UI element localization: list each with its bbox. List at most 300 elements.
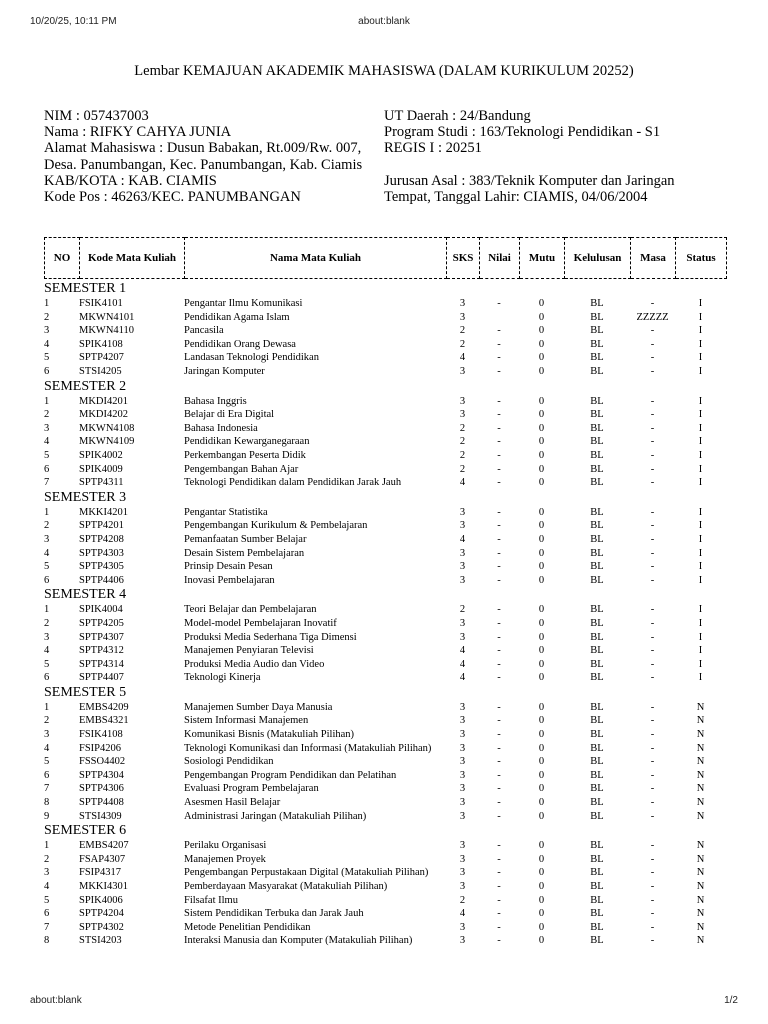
course-nama: Prinsip Desain Pesan (184, 561, 273, 573)
course-kode: SPTP4204 (79, 908, 124, 920)
course-kelulusan: BL (590, 574, 604, 586)
course-nilai: - (497, 325, 501, 337)
course-kode: SPTP4406 (79, 574, 124, 586)
course-masa: - (650, 604, 655, 616)
course-sks: 3 (459, 631, 466, 643)
course-kelulusan: BL (590, 352, 604, 364)
course-status: I (698, 574, 703, 586)
student-kode-pos: Kode Pos : 46263/KEC. PANUMBANGAN (44, 188, 301, 205)
course-status: N (696, 921, 705, 933)
course-status: N (696, 756, 705, 768)
course-masa: - (650, 797, 655, 809)
course-masa: - (650, 366, 655, 378)
course-status: I (698, 658, 703, 670)
col-header-sks: SKS (447, 238, 480, 279)
course-sks: 4 (459, 352, 466, 364)
course-no: 5 (44, 352, 50, 364)
course-row (44, 324, 726, 338)
course-kelulusan: BL (590, 604, 604, 616)
course-mutu: 0 (538, 561, 545, 573)
semester-title: SEMESTER 1 (44, 281, 127, 296)
course-kelulusan: BL (590, 477, 604, 489)
info-row-nama (44, 124, 734, 140)
course-mutu: 0 (538, 645, 545, 657)
course-nilai: - (497, 715, 501, 727)
info-row-kabkota (44, 173, 734, 189)
course-kelulusan: BL (590, 783, 604, 795)
course-kode: FSIK4108 (79, 729, 123, 741)
course-status: N (696, 894, 705, 906)
course-nilai: - (497, 658, 501, 670)
course-nilai: - (497, 631, 501, 643)
course-kode: FSIP4206 (79, 742, 122, 754)
course-sks: 3 (459, 409, 466, 421)
course-kode: SPIK4004 (79, 604, 123, 616)
course-no: 3 (44, 533, 50, 545)
course-nama: Pengembangan Bahan Ajar (184, 463, 299, 475)
course-status: I (698, 436, 703, 448)
course-nama: Komunikasi Bisnis (Matakuliah Pilihan) (184, 729, 355, 741)
course-nama: Manajemen Proyek (184, 853, 266, 865)
course-no: 1 (44, 840, 50, 852)
course-sks: 3 (459, 769, 466, 781)
course-mutu: 0 (538, 797, 545, 809)
course-nilai: - (497, 561, 501, 573)
course-row (44, 880, 726, 894)
course-row (44, 449, 726, 463)
course-nilai: - (497, 742, 501, 754)
course-masa: - (650, 742, 655, 754)
course-sks: 3 (459, 617, 466, 629)
course-kelulusan: BL (590, 672, 604, 684)
course-masa: - (650, 436, 655, 448)
course-nilai: - (497, 935, 501, 947)
course-status: N (696, 701, 705, 713)
course-kode: MKWN4101 (79, 311, 135, 323)
course-masa: ZZZZZ (636, 311, 669, 323)
course-kode: SPTP4207 (79, 352, 124, 364)
course-nama: Metode Penelitian Pendidikan (184, 921, 311, 933)
course-kelulusan: BL (590, 631, 604, 643)
course-row (44, 714, 726, 728)
course-status: I (698, 604, 703, 616)
print-page-title: about:blank (358, 16, 410, 27)
course-nilai: - (497, 840, 501, 852)
course-nilai: - (497, 422, 501, 434)
course-nama: Filsafat Ilmu (184, 894, 238, 906)
course-status: N (696, 935, 705, 947)
course-mutu: 0 (538, 574, 545, 586)
course-row (44, 630, 726, 644)
course-row (44, 603, 726, 617)
course-status: I (698, 645, 703, 657)
course-nilai: - (497, 756, 501, 768)
course-no: 8 (44, 797, 50, 809)
course-kelulusan: BL (590, 422, 604, 434)
course-nama: Sistem Pendidikan Terbuka dan Jarak Jauh (184, 908, 364, 920)
course-kode: STSI4203 (79, 935, 122, 947)
course-status: I (698, 672, 703, 684)
course-nama: Pengembangan Program Pendidikan dan Pelatihan (184, 769, 397, 781)
course-row (44, 796, 726, 810)
course-masa: - (650, 520, 655, 532)
course-kelulusan: BL (590, 935, 604, 947)
course-row (44, 839, 726, 853)
course-kelulusan: BL (590, 742, 604, 754)
course-nama: Perilaku Organisasi (184, 840, 267, 852)
course-kode: FSAP4307 (79, 853, 126, 865)
course-nama: Desain Sistem Pembelajaran (184, 547, 305, 559)
col-header-masa: Masa (631, 238, 676, 279)
course-no: 5 (44, 658, 50, 670)
course-nama: Pendidikan Kewarganegaraan (184, 436, 310, 448)
course-no: 6 (44, 908, 50, 920)
course-nama: Pengantar Ilmu Komunikasi (184, 298, 303, 310)
course-nama: Pengembangan Kurikulum & Pembelajaran (184, 520, 368, 532)
course-kelulusan: BL (590, 520, 604, 532)
course-status: I (698, 338, 703, 350)
document-title: Lembar KEMAJUAN AKADEMIK MAHASISWA (DALAM KURIKULUM 20252) (134, 63, 634, 79)
semester-title: SEMESTER 6 (44, 823, 127, 839)
course-mutu: 0 (538, 298, 545, 310)
course-status: I (698, 395, 703, 407)
course-kelulusan: BL (590, 617, 604, 629)
course-kelulusan: BL (590, 366, 604, 378)
course-mutu: 0 (538, 422, 545, 434)
course-sks: 3 (459, 366, 466, 378)
course-status: N (696, 715, 705, 727)
course-status: I (698, 311, 703, 323)
course-mutu: 0 (538, 742, 545, 754)
course-mutu: 0 (538, 867, 545, 879)
course-row (44, 921, 726, 935)
course-no: 3 (44, 325, 50, 337)
course-row (44, 435, 726, 449)
course-masa: - (650, 729, 655, 741)
course-masa: - (650, 783, 655, 795)
course-kelulusan: BL (590, 449, 604, 461)
course-status: I (698, 463, 703, 475)
course-kelulusan: BL (590, 853, 604, 865)
course-nilai: - (497, 921, 501, 933)
course-masa: - (650, 422, 655, 434)
course-kelulusan: BL (590, 894, 604, 906)
course-mutu: 0 (538, 533, 545, 545)
course-kelulusan: BL (590, 338, 604, 350)
course-nama: Pendidikan Agama Islam (184, 311, 290, 323)
course-kode: FSSO4402 (79, 756, 126, 768)
course-status: N (696, 783, 705, 795)
course-kelulusan: BL (590, 506, 604, 518)
student-nama: Nama : RIFKY CAHYA JUNIA (44, 124, 232, 141)
course-no: 6 (44, 463, 50, 475)
course-sks: 2 (459, 422, 466, 434)
course-no: 1 (44, 506, 50, 518)
course-no: 1 (44, 604, 50, 616)
course-masa: - (650, 810, 655, 822)
col-header-mutu: Mutu (520, 238, 565, 279)
course-nilai: - (497, 574, 501, 586)
course-status: N (696, 853, 705, 865)
course-kelulusan: BL (590, 561, 604, 573)
course-sks: 2 (459, 894, 466, 906)
course-sks: 3 (459, 935, 466, 947)
course-mutu: 0 (538, 715, 545, 727)
course-masa: - (650, 894, 655, 906)
course-kelulusan: BL (590, 867, 604, 879)
course-status: I (698, 366, 703, 378)
course-nilai: - (497, 729, 501, 741)
course-nilai: - (497, 617, 501, 629)
course-no: 1 (44, 298, 50, 310)
course-kode: SPIK4108 (79, 338, 123, 350)
print-page-number: 1/2 (724, 995, 738, 1006)
print-datetime: 10/20/25, 10:11 PM (30, 16, 117, 27)
course-kelulusan: BL (590, 325, 604, 337)
course-masa: - (650, 715, 655, 727)
course-sks: 4 (459, 672, 466, 684)
course-kelulusan: BL (590, 463, 604, 475)
course-nilai: - (497, 547, 501, 559)
col-header-kelulusan: Kelulusan (565, 238, 631, 279)
course-kode: MKWN4110 (79, 325, 135, 337)
course-kode: MKDI4201 (79, 395, 128, 407)
course-masa: - (650, 574, 655, 586)
course-sks: 3 (459, 506, 466, 518)
course-kelulusan: BL (590, 409, 604, 421)
course-mutu: 0 (538, 463, 545, 475)
course-nama: Perkembangan Peserta Didik (184, 449, 306, 461)
course-row (44, 755, 726, 769)
course-kelulusan: BL (590, 395, 604, 407)
course-nama: Inovasi Pembelajaran (184, 574, 275, 586)
course-sks: 3 (459, 547, 466, 559)
course-sks: 3 (459, 840, 466, 852)
course-masa: - (650, 867, 655, 879)
course-row (44, 671, 726, 685)
course-sks: 3 (459, 701, 466, 713)
course-kode: SPTP4408 (79, 797, 124, 809)
course-kode: MKKI4301 (79, 881, 128, 893)
course-row (44, 365, 726, 379)
course-sks: 3 (459, 298, 466, 310)
course-nilai: - (497, 783, 501, 795)
course-mutu: 0 (538, 881, 545, 893)
course-kode: SPTP4305 (79, 561, 124, 573)
course-no: 5 (44, 756, 50, 768)
course-nama: Pemanfaatan Sumber Belajar (184, 533, 307, 545)
course-row (44, 853, 726, 867)
course-nilai: - (497, 645, 501, 657)
course-row (44, 463, 726, 477)
course-status: N (696, 881, 705, 893)
course-no: 2 (44, 853, 50, 865)
course-nama: Produksi Media Audio dan Video (184, 658, 325, 670)
course-no: 3 (44, 867, 50, 879)
course-no: 4 (44, 547, 50, 559)
course-mutu: 0 (538, 631, 545, 643)
course-nilai: - (497, 409, 501, 421)
course-row (44, 728, 726, 742)
course-masa: - (650, 463, 655, 475)
course-status: N (696, 840, 705, 852)
print-footer (30, 995, 738, 1009)
course-status: N (696, 729, 705, 741)
course-row (44, 519, 726, 533)
course-kode: SPTP4303 (79, 547, 124, 559)
course-kode: SPTP4311 (79, 477, 124, 489)
course-mutu: 0 (538, 366, 545, 378)
course-status: I (698, 561, 703, 573)
course-mutu: 0 (538, 311, 545, 323)
col-header-kode: Kode Mata Kuliah (80, 238, 185, 279)
course-nilai: - (497, 672, 501, 684)
student-alamat-line2: Desa. Panumbangan, Kec. Panumbangan, Kab. Ciamis (44, 156, 363, 173)
course-kode: SPTP4302 (79, 921, 124, 933)
course-no: 3 (44, 631, 50, 643)
course-status: N (696, 797, 705, 809)
course-nama: Produksi Media Sederhana Tiga Dimensi (184, 631, 357, 643)
course-status: I (698, 520, 703, 532)
course-kode: SPTP4314 (79, 658, 124, 670)
course-status: N (696, 908, 705, 920)
course-nama: Pengantar Statistika (184, 506, 268, 518)
course-nama: Sosiologi Pendidikan (184, 756, 274, 768)
course-mutu: 0 (538, 658, 545, 670)
column-header-row (45, 238, 727, 279)
course-kode: SPTP4208 (79, 533, 124, 545)
course-masa: - (650, 561, 655, 573)
course-mutu: 0 (538, 617, 545, 629)
course-masa: - (650, 352, 655, 364)
course-kode: STSI4205 (79, 366, 122, 378)
course-status: I (698, 449, 703, 461)
course-no: 1 (44, 701, 50, 713)
course-nilai: - (497, 298, 501, 310)
course-status: I (698, 325, 703, 337)
course-kelulusan: BL (590, 797, 604, 809)
student-program-studi: Program Studi : 163/Teknologi Pendidikan - S1 (384, 124, 661, 141)
course-mutu: 0 (538, 908, 545, 920)
course-masa: - (650, 617, 655, 629)
course-status: N (696, 810, 705, 822)
semester-title: SEMESTER 3 (44, 489, 127, 505)
course-nama: Evaluasi Program Pembelajaran (184, 783, 319, 795)
course-no: 4 (44, 436, 50, 448)
course-status: N (696, 742, 705, 754)
course-row (44, 506, 726, 520)
course-status: I (698, 352, 703, 364)
course-kode: SPTP4304 (79, 769, 124, 781)
course-kelulusan: BL (590, 881, 604, 893)
course-kelulusan: BL (590, 908, 604, 920)
semester-title: SEMESTER 5 (44, 684, 127, 700)
course-row (44, 644, 726, 658)
course-nama: Pendidikan Orang Dewasa (184, 338, 296, 350)
course-row (44, 408, 726, 422)
course-row (44, 311, 726, 325)
col-header-nama: Nama Mata Kuliah (185, 238, 447, 279)
course-row (44, 907, 726, 921)
course-mutu: 0 (538, 604, 545, 616)
course-nama: Teori Belajar dan Pembelajaran (184, 604, 317, 616)
course-sks: 3 (459, 395, 466, 407)
course-status: I (698, 617, 703, 629)
course-mutu: 0 (538, 935, 545, 947)
course-no: 4 (44, 881, 50, 893)
course-row (44, 395, 726, 409)
course-kelulusan: BL (590, 769, 604, 781)
course-sks: 2 (459, 463, 466, 475)
course-no: 4 (44, 338, 50, 350)
course-row (44, 351, 726, 365)
course-nilai: - (497, 436, 501, 448)
course-sks: 2 (459, 338, 466, 350)
course-sks: 2 (459, 449, 466, 461)
course-sks: 4 (459, 645, 466, 657)
course-masa: - (650, 477, 655, 489)
course-mutu: 0 (538, 338, 545, 350)
course-nilai: - (497, 533, 501, 545)
course-row (44, 810, 726, 824)
course-sks: 3 (459, 756, 466, 768)
course-kode: SPTP4307 (79, 631, 124, 643)
course-no: 3 (44, 729, 50, 741)
course-row (44, 338, 726, 352)
print-footer-url: about:blank (30, 995, 82, 1006)
course-kode: SPTP4205 (79, 617, 124, 629)
course-row (44, 658, 726, 672)
course-sks: 3 (459, 715, 466, 727)
course-status: I (698, 533, 703, 545)
course-nama: Model-model Pembelajaran Inovatif (184, 617, 337, 629)
course-masa: - (650, 645, 655, 657)
course-kode: MKDI4202 (79, 409, 128, 421)
course-sks: 4 (459, 908, 466, 920)
course-kelulusan: BL (590, 729, 604, 741)
semester-title: SEMESTER 2 (44, 378, 127, 394)
course-sks: 3 (459, 881, 466, 893)
course-nilai: - (497, 701, 501, 713)
col-header-nilai: Nilai (480, 238, 520, 279)
student-regis: REGIS I : 20251 (384, 140, 482, 157)
course-no: 7 (44, 921, 50, 933)
course-masa: - (650, 533, 655, 545)
course-mutu: 0 (538, 547, 545, 559)
course-mutu: 0 (538, 672, 545, 684)
course-kelulusan: BL (590, 298, 604, 310)
info-row-alamat (44, 140, 734, 156)
course-nama: Pemberdayaan Masyarakat (Matakuliah Pilihan) (184, 881, 388, 893)
course-no: 2 (44, 409, 50, 421)
course-nama: Interaksi Manusia dan Komputer (Matakuliah Pilihan) (184, 935, 413, 947)
course-row (44, 782, 726, 796)
course-kelulusan: BL (590, 645, 604, 657)
student-jurusan-asal: Jurusan Asal : 383/Teknik Komputer dan Jaringan (384, 172, 675, 189)
course-masa: - (650, 840, 655, 852)
course-masa: - (650, 395, 655, 407)
course-nilai: - (497, 520, 501, 532)
course-mutu: 0 (538, 756, 545, 768)
course-nilai: - (497, 604, 501, 616)
course-masa: - (650, 769, 655, 781)
col-header-no: NO (45, 238, 80, 279)
course-no: 6 (44, 672, 50, 684)
course-nama: Teknologi Komunikasi dan Informasi (Matakuliah Pilihan) (184, 742, 432, 754)
course-mutu: 0 (538, 352, 545, 364)
course-row (44, 574, 726, 588)
course-mutu: 0 (538, 436, 545, 448)
